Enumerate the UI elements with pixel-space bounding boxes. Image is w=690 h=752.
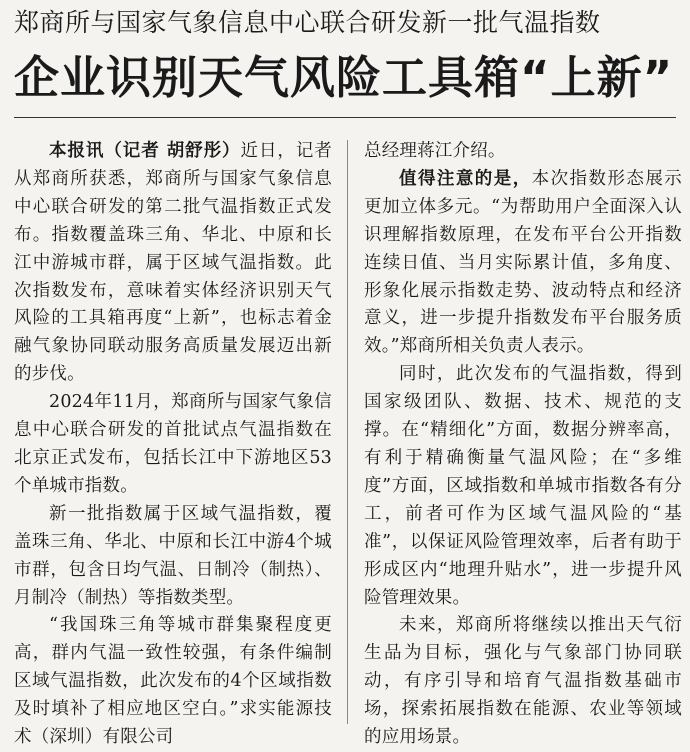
paragraph-4-continued: 总经理蒋江介绍。 <box>364 141 506 161</box>
paragraph-7: 未来，郑商所将继续以推出天气衍生品为目标，强化与气象部门协同联动，有序引导和培育气温指数基础市场，探索拓展指数在能源、农业等领域的应用场景。 <box>364 615 682 748</box>
paragraph-1-text: 近日，记者从郑商所获悉，郑商所与国家气象信息中心联合研发的第二批气温指数正式发布。指数覆盖珠三角、华北、中原和长江中游城市群，属于区域气温指数。此次指数发布，意味着实体经济识别天气风险的工具箱再度“上新”，也标志着金融气象协同联动服务高质量发展迈出新的步伐。 <box>14 141 333 385</box>
column-divider <box>347 140 348 724</box>
paragraph-3: 新一批指数属于区域气温指数，覆盖珠三角、华北、中原和长江中游4个城市群，包含日均气温、日制冷（制热）、月制冷（制热）等指数类型。 <box>14 503 332 608</box>
article-kicker: 郑商所与国家气象信息中心联合研发新一批气温指数 <box>14 8 601 37</box>
article-headline: 企业识别天气风险工具箱“上新” <box>14 51 674 104</box>
paragraph-5-lead: 值得注意的是， <box>399 168 532 189</box>
paragraph-5 <box>364 166 682 361</box>
paragraph-6: 同时，此次发布的气温指数，得到国家级团队、数据、技术、规范的支撑。在“精细化”方面，数据分辨率高，有利于精确衡量气温风险；在“多维度”方面，区域指数和单城市指数各有分工，前者可作为区域气温风险的“基准”，以保证风险管理效率，后者有助于形成区内“地理升贴水”，进一步提升风险管理效果。 <box>364 364 682 608</box>
byline: 本报讯（记者 胡舒彤） <box>49 141 241 161</box>
paragraph-5-text: 本次指数形态展示更加立体多元。“为帮助用户全面深入认识理解指数原理，在发布平台公开指数连续日值、当月实际累计值，多角度、形象化展示指数走势、波动特点和经济意义，进一步提升指数发布平台服务质效。”郑商所相关负责人表示。 <box>364 168 682 357</box>
paragraph-4: “我国珠三角等城市群集聚程度更高，群内气温一致性较强，有条件编制区域气温指数，此次发布的4个区域指数及时填补了相应地区空白。”求实能源技术（深圳）有限公司 <box>14 615 332 748</box>
right-column <box>364 138 682 752</box>
left-column <box>14 138 332 752</box>
headline-rule <box>14 117 676 118</box>
paragraph-2: 2024年11月，郑商所与国家气象信息中心联合研发的首批试点气温指数在北京正式发布，包括长江中下游地区53个单城市指数。 <box>14 392 332 496</box>
paragraph-1 <box>14 138 332 389</box>
